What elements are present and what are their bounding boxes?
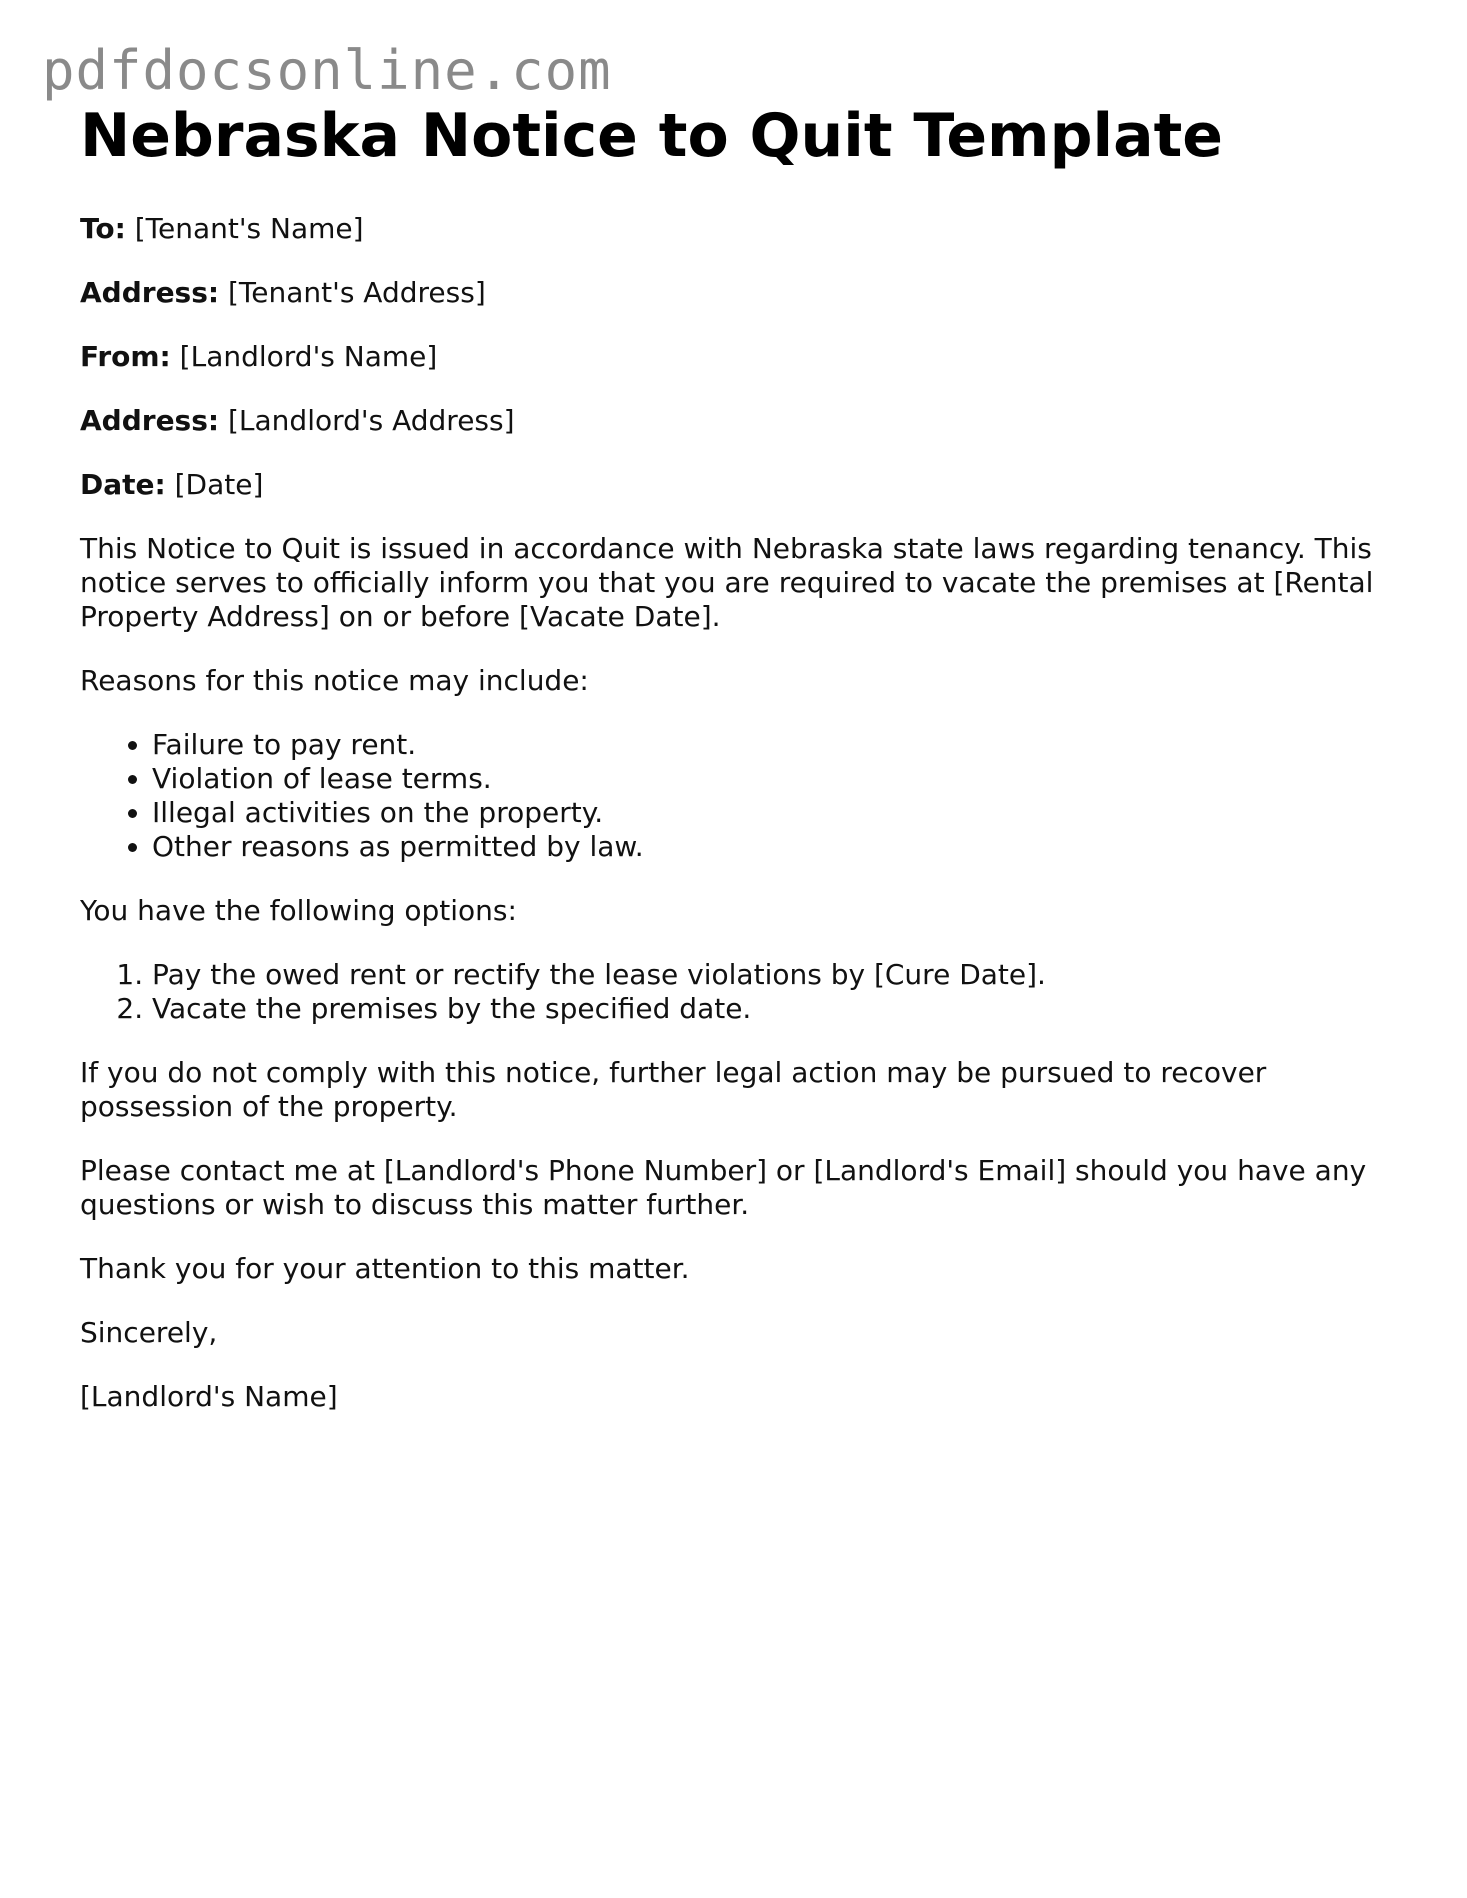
consequence-paragraph: If you do not comply with this notice, further legal action may be pursued to recover possession of the property. [80, 1056, 1267, 1123]
list-item: • Violation of lease terms. [152, 762, 1380, 796]
page-title: Nebraska Notice to Quit Template [80, 101, 1223, 171]
list-item: • Other reasons as permitted by law. [152, 830, 1380, 864]
thanks-paragraph: Thank you for your attention to this matter. [80, 1252, 690, 1285]
date-label: Date: [80, 468, 166, 501]
options-heading: You have the following options: [80, 894, 517, 927]
to-field [80, 212, 1380, 246]
from-field [80, 340, 1380, 374]
contact-paragraph: Please contact me at [Landlord's Phone Number] or [Landlord's Email] should you have any questions or wish to discuss this matter further. [80, 1154, 1367, 1221]
reasons-list [80, 728, 1380, 864]
from-label: From: [80, 340, 171, 373]
tenant-address-value: [Tenant's Address] [228, 276, 486, 309]
intro-paragraph: This Notice to Quit is issued in accordance with Nebraska state laws regarding tenancy. This notice serves to officially inform you that you are required to vacate the premises at [Rental Property Address] on or before [Vacate Date]. [80, 532, 1374, 633]
document-page [80, 100, 1380, 1444]
list-item: 1. Pay the owed rent or rectify the lease violations by [Cure Date]. [152, 958, 1380, 992]
landlord-address-value: [Landlord's Address] [228, 404, 515, 437]
list-item: 2. Vacate the premises by the specified date. [152, 992, 1380, 1026]
list-item: • Failure to pay rent. [152, 728, 1380, 762]
watermark: pdfdocsonline.com [42, 39, 612, 102]
landlord-address-field [80, 404, 1380, 438]
options-list [80, 958, 1380, 1026]
tenant-address-field [80, 276, 1380, 310]
to-value: [Tenant's Name] [134, 212, 364, 245]
date-value: [Date] [174, 468, 264, 501]
reasons-heading: Reasons for this notice may include: [80, 664, 589, 697]
signature: [Landlord's Name] [80, 1380, 338, 1413]
date-field [80, 468, 1380, 502]
to-label: To: [80, 212, 126, 245]
closing: Sincerely, [80, 1316, 218, 1349]
landlord-address-label: Address: [80, 404, 220, 437]
tenant-address-label: Address: [80, 276, 220, 309]
from-value: [Landlord's Name] [179, 340, 438, 373]
list-item: • Illegal activities on the property. [152, 796, 1380, 830]
